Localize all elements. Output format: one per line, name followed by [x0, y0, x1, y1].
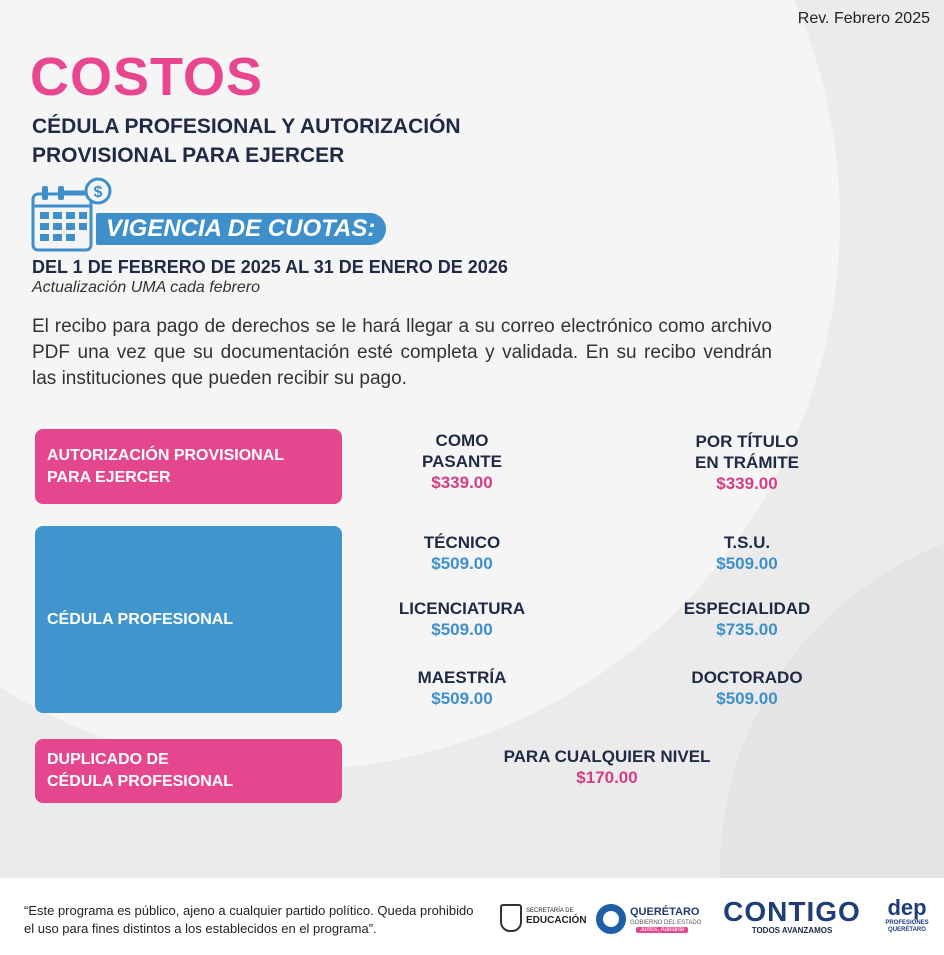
program-disclaimer: “Este programa es público, ajeno a cualquier partido político. Queda prohibido el uso para fines distintos a los establecidos en el programa”.	[24, 903, 474, 936]
contigo-logo: CONTIGO TODOS AVANZAMOS	[723, 896, 861, 935]
dep-logo: dep PROFESIONES QUERÉTARO	[885, 895, 929, 933]
cost-item: LICENCIATURA $509.00	[398, 599, 526, 639]
queretaro-logo: QUERÉTARO GOBIERNO DEL ESTADO Juntos, Adelante	[596, 902, 706, 936]
cedula-label-box: CÉDULA PROFESIONAL	[35, 526, 342, 713]
page-subtitle: CÉDULA PROFESIONAL Y AUTORIZACIÓN PROVISIONAL PARA EJERCER	[32, 115, 461, 167]
payment-info-paragraph: El recibo para pago de derechos se le hará llegar a su correo electrónico como archivo PDF una vez que su documentación esté completa y validada. En su recibo vendrán las instituciones que pueden recibir su pago.	[32, 316, 772, 389]
cost-item: TÉCNICO $509.00	[423, 533, 501, 573]
cost-item: COMO PASANTE $339.00	[422, 431, 502, 492]
footer	[0, 878, 944, 955]
validity-banner: VIGENCIA DE CUOTAS:	[96, 213, 386, 245]
svg-text:$: $	[93, 184, 103, 201]
secretaria-educacion-logo: SECRETARÍA DE EDUCACIÓN	[500, 902, 590, 936]
cost-item: ESPECIALIDAD $735.00	[683, 599, 811, 639]
duplicado-label-box: DUPLICADO DE CÉDULA PROFESIONAL	[35, 739, 342, 803]
cost-item: POR TÍTULO EN TRÁMITE $339.00	[695, 432, 799, 493]
cost-item: T.S.U. $509.00	[716, 533, 778, 573]
state-seal-icon	[500, 904, 522, 932]
cost-item: DOCTORADO $509.00	[691, 668, 803, 708]
uma-update-note: Actualización UMA cada febrero	[32, 279, 260, 296]
cost-item: MAESTRÍA $509.00	[417, 668, 507, 708]
page-title: COSTOS	[30, 47, 264, 107]
validity-dates: DEL 1 DE FEBRERO DE 2025 AL 31 DE ENERO DE 2026	[32, 257, 508, 277]
autorizacion-label-box: AUTORIZACIÓN PROVISIONAL PARA EJERCER	[35, 429, 342, 504]
revision-date: Rev. Febrero 2025	[797, 10, 930, 27]
queretaro-q-icon	[596, 904, 626, 934]
cost-item: PARA CUALQUIER NIVEL $170.00	[503, 747, 711, 787]
